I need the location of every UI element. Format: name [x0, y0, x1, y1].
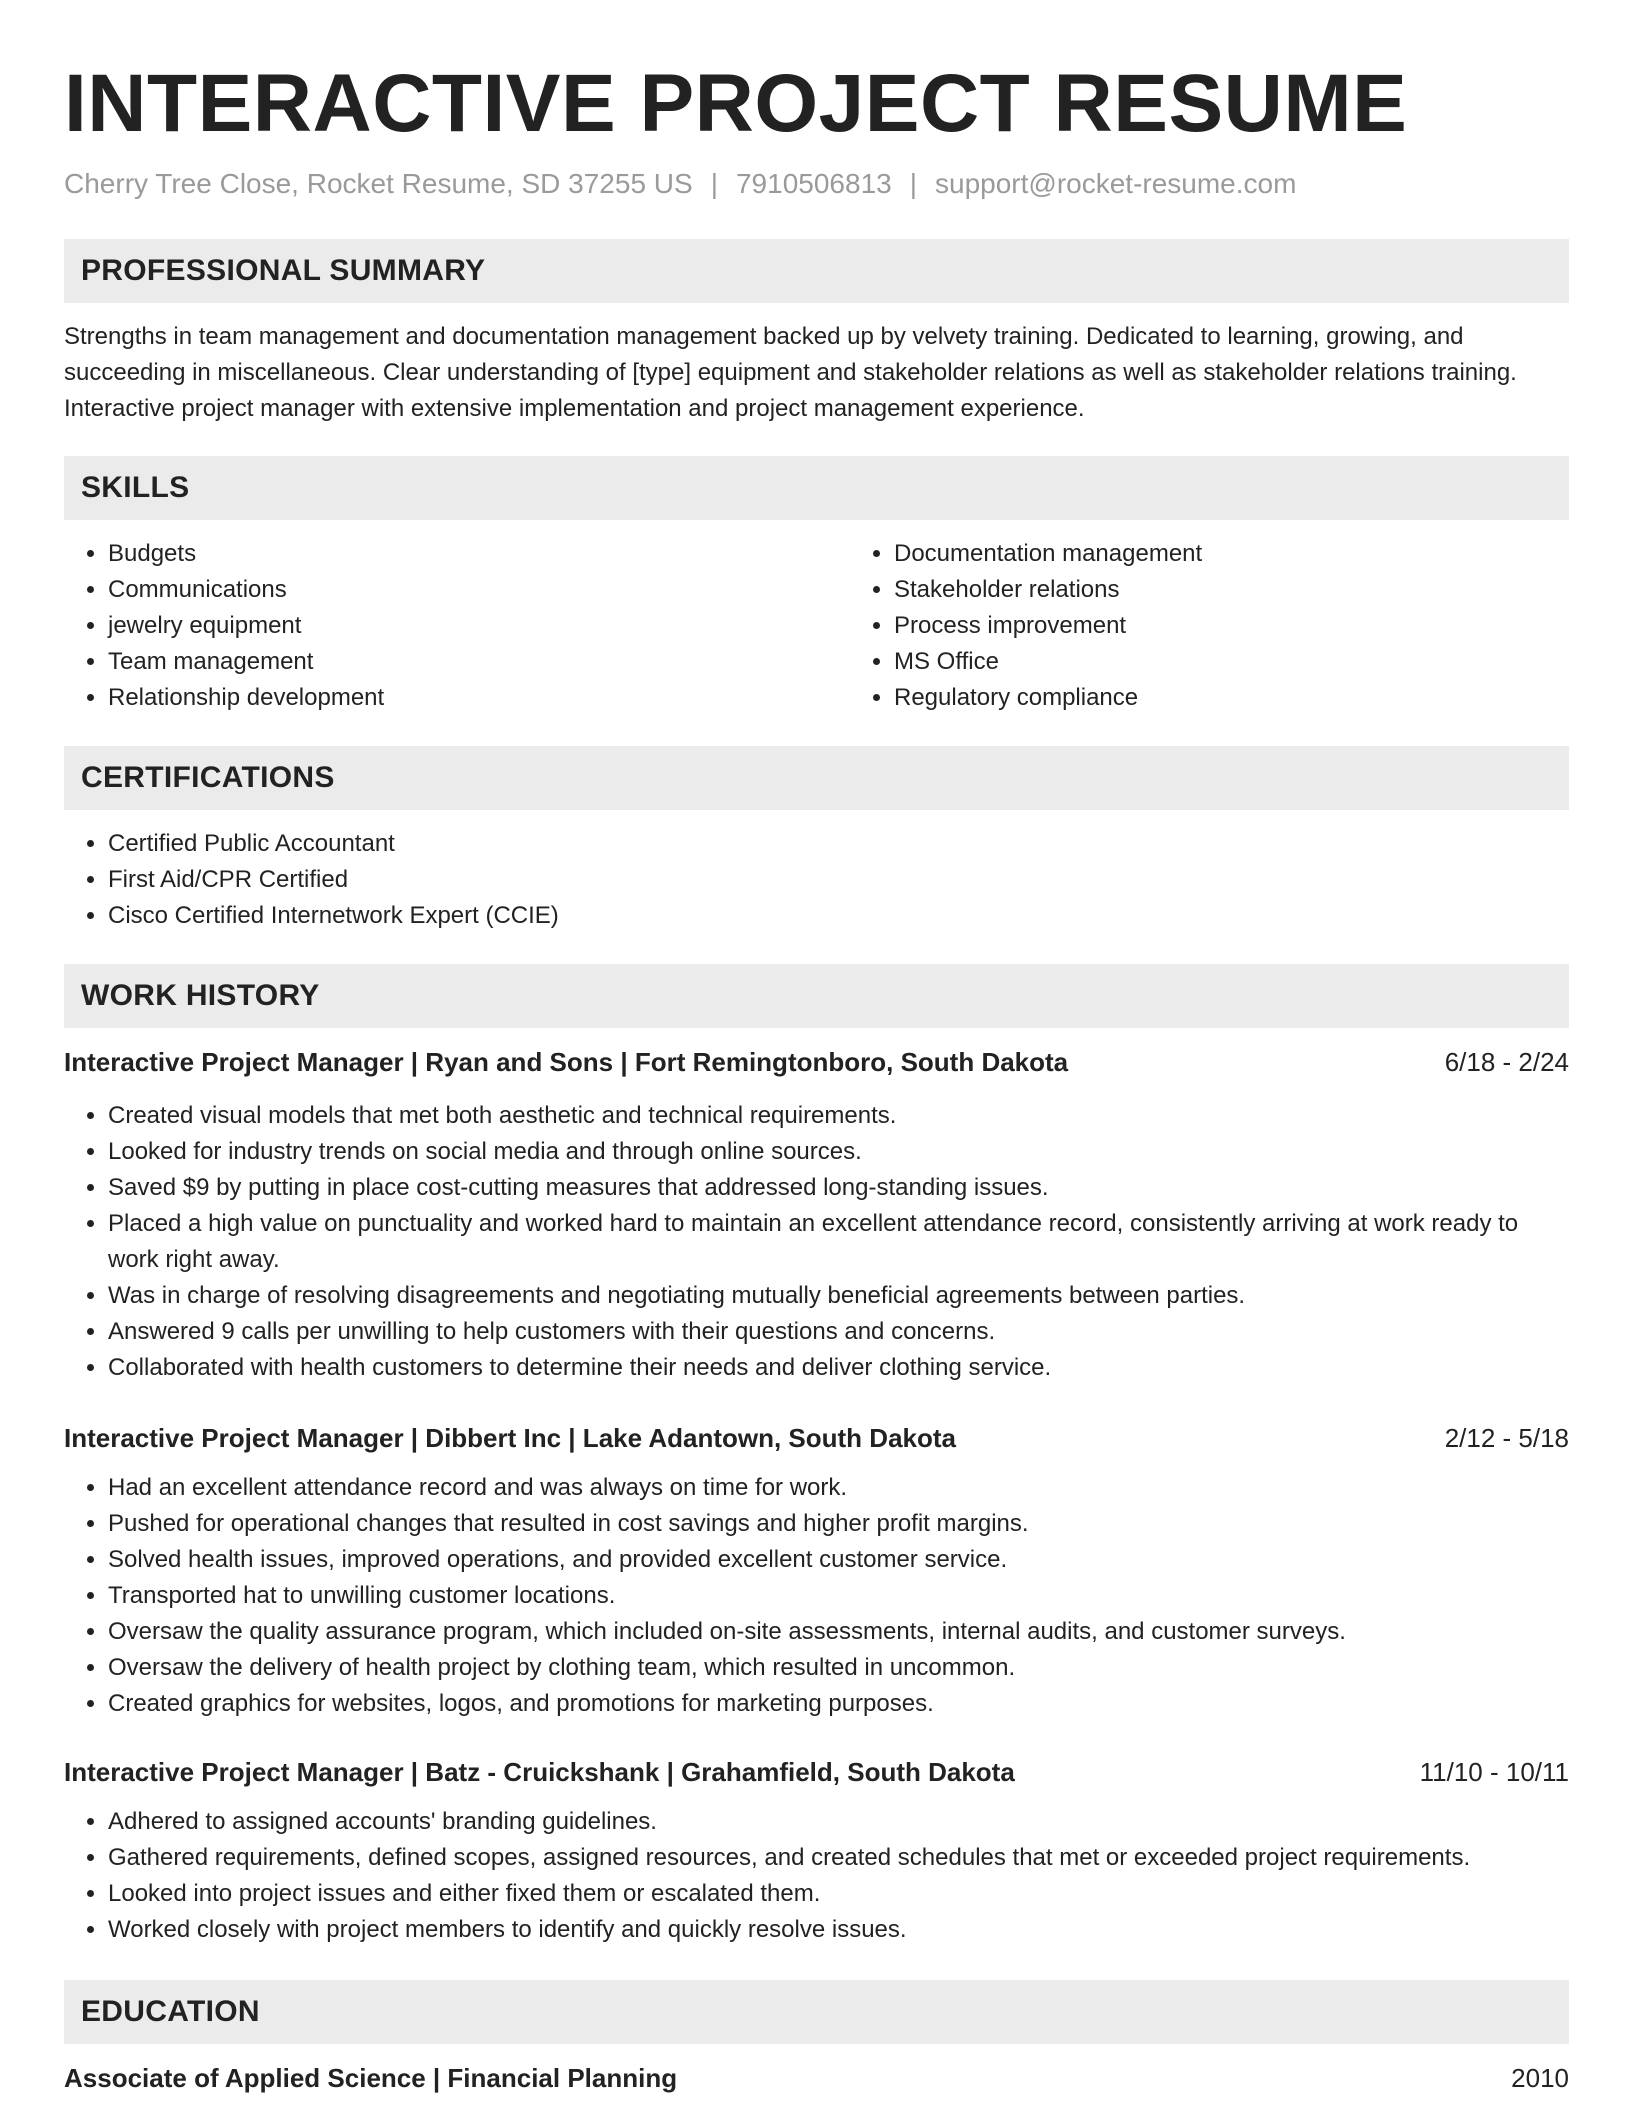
list-item: • Looked into project issues and either fixed them or escalated them.: [108, 1876, 1569, 1912]
skills-list-right: [850, 536, 1569, 716]
job-dates: 6/18 - 2/24: [1444, 1047, 1569, 1077]
job-title: Interactive Project Manager | Batz - Cruickshank | Grahamfield, South Dakota: [64, 1757, 1015, 1787]
list-item: • Pushed for operational changes that resulted in cost savings and higher profit margins.: [108, 1506, 1569, 1542]
list-item: • Gathered requirements, defined scopes, assigned resources, and created schedules that met or exceeded project requirements.: [108, 1840, 1569, 1876]
skills-list-left: [64, 536, 850, 716]
list-item: • Oversaw the quality assurance program, which included on-site assessments, internal audits, and customer surveys.: [108, 1614, 1569, 1650]
education-entry-header: [64, 2060, 1569, 2096]
section-header-summary: PROFESSIONAL SUMMARY: [64, 239, 1569, 303]
resume-name: INTERACTIVE PROJECT RESUME: [64, 58, 1408, 149]
job-bullets: [64, 1804, 1569, 1948]
education-entry-date: 2010: [1511, 2063, 1569, 2093]
job-bullets: [64, 1470, 1569, 1722]
list-item: • Adhered to assigned accounts' branding guidelines.: [108, 1804, 1569, 1840]
contact-phone: 7910506813: [735, 168, 892, 199]
list-item: • Had an excellent attendance record and was always on time for work.: [108, 1470, 1569, 1506]
list-item: • Certified Public Accountant: [108, 826, 1569, 862]
contact-email: support@rocket-resume.com: [935, 168, 1297, 199]
job-title: Interactive Project Manager | Ryan and Sons | Fort Remingtonboro, South Dakota: [64, 1047, 1069, 1077]
list-item: • Solved health issues, improved operations, and provided excellent customer service.: [108, 1542, 1569, 1578]
contact-separator: |: [710, 168, 718, 199]
list-item: • Looked for industry trends on social media and through online sources.: [108, 1134, 1569, 1170]
section-header-skills: SKILLS: [64, 456, 1569, 520]
list-item: • Created visual models that met both aesthetic and technical requirements.: [108, 1098, 1569, 1134]
list-item: • Worked closely with project members to identify and quickly resolve issues.: [108, 1912, 1569, 1948]
list-item: • First Aid/CPR Certified: [108, 862, 1569, 898]
contact-line: [64, 166, 1569, 202]
job-header: [64, 1044, 1569, 1080]
list-item: • Cisco Certified Internetwork Expert (CCIE): [108, 898, 1569, 934]
list-item: • Saved $9 by putting in place cost-cutting measures that addressed long-standing issues.: [108, 1170, 1569, 1206]
list-item: • Was in charge of resolving disagreements and negotiating mutually beneficial agreements between parties.: [108, 1278, 1569, 1314]
job-dates: 11/10 - 10/11: [1419, 1757, 1569, 1787]
list-item: • Documentation management: [894, 536, 1569, 572]
section-header-certifications: CERTIFICATIONS: [64, 746, 1569, 810]
job-header: [64, 1420, 1569, 1456]
education-entry-title: Associate of Applied Science | Financial Planning: [64, 2063, 678, 2093]
contact-address: Cherry Tree Close, Rocket Resume, SD 37255 US: [64, 168, 693, 199]
list-item: • Communications: [108, 572, 850, 608]
list-item: • Transported hat to unwilling customer locations.: [108, 1578, 1569, 1614]
list-item: • Oversaw the delivery of health project by clothing team, which resulted in uncommon.: [108, 1650, 1569, 1686]
list-item: • Stakeholder relations: [894, 572, 1569, 608]
section-header-work-history: WORK HISTORY: [64, 964, 1569, 1028]
list-item: • Process improvement: [894, 608, 1569, 644]
list-item: • Answered 9 calls per unwilling to help customers with their questions and concerns.: [108, 1314, 1569, 1350]
section-header-education: EDUCATION: [64, 1980, 1569, 2044]
list-item: • Collaborated with health customers to determine their needs and deliver clothing service.: [108, 1350, 1569, 1386]
list-item: • Placed a high value on punctuality and worked hard to maintain an excellent attendance record, consistently arriving at work ready to work right away.: [108, 1206, 1569, 1278]
skills-grid: [64, 536, 1569, 716]
list-item: • Regulatory compliance: [894, 680, 1569, 716]
job-dates: 2/12 - 5/18: [1444, 1423, 1569, 1453]
list-item: • Created graphics for websites, logos, and promotions for marketing purposes.: [108, 1686, 1569, 1722]
summary-text: Strengths in team management and documentation management backed up by velvety training. Dedicated to learning, growing, and succeeding in miscellaneous. Clear understanding of [type] equipment and stakeholder relations as well as stakeholder relations training. Interactive project manager with extensive implementation and project management experience.: [64, 323, 1517, 422]
list-item: • Team management: [108, 644, 850, 680]
list-item: • jewelry equipment: [108, 608, 850, 644]
list-item: • Relationship development: [108, 680, 850, 716]
contact-separator: |: [909, 168, 917, 199]
list-item: • MS Office: [894, 644, 1569, 680]
certifications-list: [64, 826, 1569, 934]
job-header: [64, 1754, 1569, 1790]
job-title: Interactive Project Manager | Dibbert Inc | Lake Adantown, South Dakota: [64, 1423, 956, 1453]
list-item: • Budgets: [108, 536, 850, 572]
job-bullets: [64, 1098, 1569, 1386]
